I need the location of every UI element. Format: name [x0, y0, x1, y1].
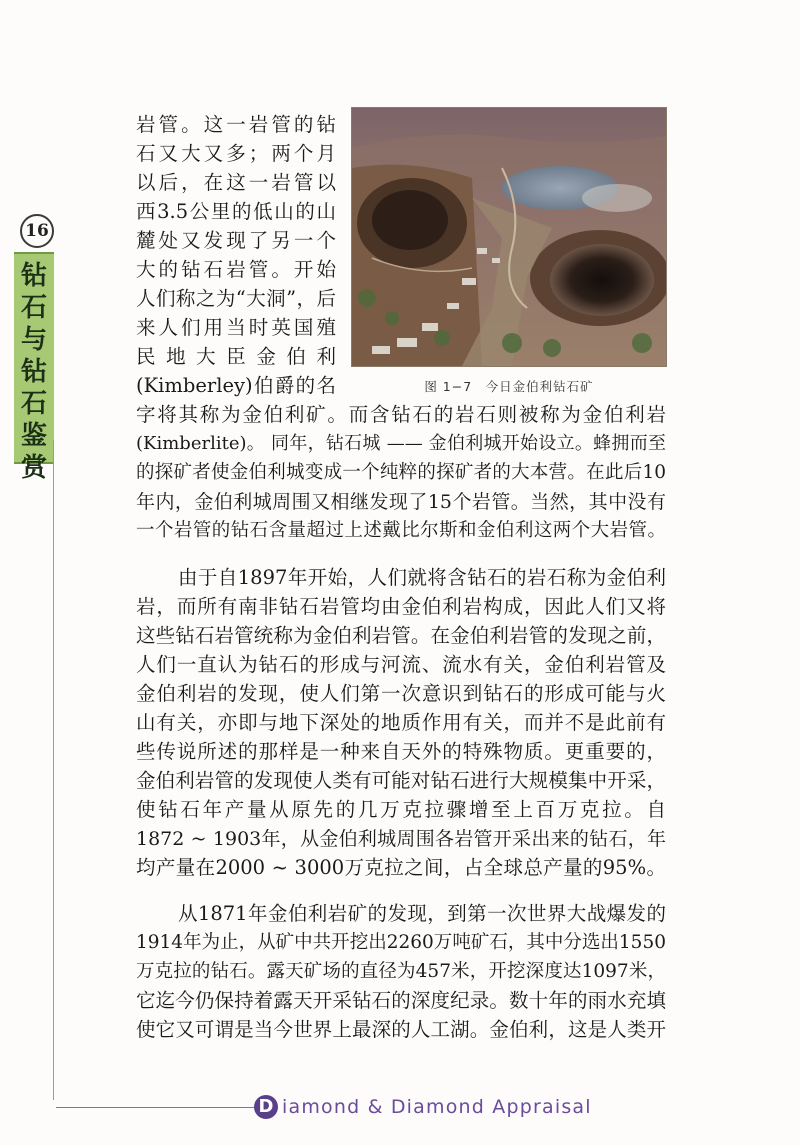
footer-initial-badge: D — [254, 1095, 278, 1119]
text-line: 年内，金伯利城周围又相继发现了15个岩管。当然，其中没有 — [136, 491, 666, 513]
text-line: 金伯利岩的发现，使人们第一次意识到钻石的形成可能与火 — [136, 682, 666, 705]
side-title-char: 赏 — [20, 453, 47, 483]
text-line: 岩，而所有南非钻石岩管均由金伯利岩构成，因此人们又将 — [136, 595, 666, 618]
side-title-char: 石 — [20, 293, 47, 323]
side-title-char: 石 — [20, 389, 47, 419]
text-line: 1914年为止，从矿中共开挖出2260万吨矿石，其中分选出1550 — [136, 932, 666, 953]
page-number-text: 16 — [25, 221, 49, 241]
text-line: 的探矿者使金伯利城变成一个纯粹的探矿者的大本营。在此后10 — [136, 462, 666, 483]
text-line: 使钻石年产量从原先的几万克拉骤增至上百万克拉。自 — [136, 798, 666, 821]
text-line: 均产量在2000 ~ 3000万克拉之间，占全球总产量的95%。 — [136, 856, 666, 879]
text-line: 麓处又发现了另一个 — [136, 229, 336, 252]
text-line: 些传说所述的那样是一种来自天外的特殊物质。更重要的， — [136, 740, 666, 763]
side-title-char: 与 — [20, 325, 47, 355]
text-line: 一个岩管的钻石含量超过上述戴比尔斯和金伯利这两个大岩管。 — [136, 520, 666, 541]
text-line: 金伯利岩管的发现使人类有可能对钻石进行大规模集中开采， — [136, 769, 666, 792]
text-line: 民地大臣金伯利 — [136, 345, 336, 368]
text-line: 来人们用当时英国殖 — [136, 316, 336, 339]
text-line: 从1871年金伯利岩矿的发现，到第一次世界大战爆发的 — [178, 902, 666, 925]
text-line: 字将其称为金伯利矿。而含钻石的岩石则被称为金伯利岩 — [136, 403, 666, 426]
text-line: 大的钻石岩管。开始 — [136, 258, 336, 281]
footer-book-title: iamond & Diamond Appraisal — [282, 1096, 592, 1118]
text-line: 岩管。这一岩管的钻 — [136, 113, 336, 136]
text-line: 使它又可谓是当今世界上最深的人工湖。金伯利，这是人类开 — [136, 1018, 666, 1041]
text-line: 人们称之为“大洞”，后 — [136, 287, 336, 310]
figure-caption: 图 1−7 今日金伯利钻石矿 — [424, 379, 594, 394]
text-line: 石又大又多；两个月 — [136, 142, 336, 165]
side-title-char: 钻 — [20, 261, 47, 291]
text-line: (Kimberlite)。 同年，钻石城 —— 金伯利城开始设立。蜂拥而至 — [136, 433, 666, 454]
text-line: 山有关，亦即与地下深处的地质作用有关，而并不是此前有 — [136, 711, 666, 734]
text-line: (Kimberley)伯爵的名 — [136, 374, 336, 397]
text-line: 1872 ~ 1903年，从金伯利城周围各岩管开采出来的钻石，年 — [136, 828, 666, 850]
text-line: 万克拉的钻石。露天矿场的直径为457米，开挖深度达1097米， — [136, 961, 666, 982]
text-line: 由于自1897年开始，人们就将含钻石的岩石称为金伯利 — [178, 566, 666, 589]
side-title-char: 钻 — [20, 357, 47, 387]
text-line: 这些钻石岩管统称为金伯利岩管。在金伯利岩管的发现之前， — [136, 624, 666, 647]
footer-rule — [56, 1107, 254, 1108]
text-line: 西3.5公里的低山的山 — [136, 200, 336, 223]
text-line: 人们一直认为钻石的形成与河流、流水有关，金伯利岩管及 — [136, 653, 666, 676]
text-line: 以后，在这一岩管以 — [136, 171, 336, 194]
side-title-char: 鉴 — [20, 421, 47, 451]
text-line: 它迄今仍保持着露天开采钻石的深度纪录。数十年的雨水充填 — [136, 989, 666, 1012]
footer — [56, 1095, 796, 1121]
